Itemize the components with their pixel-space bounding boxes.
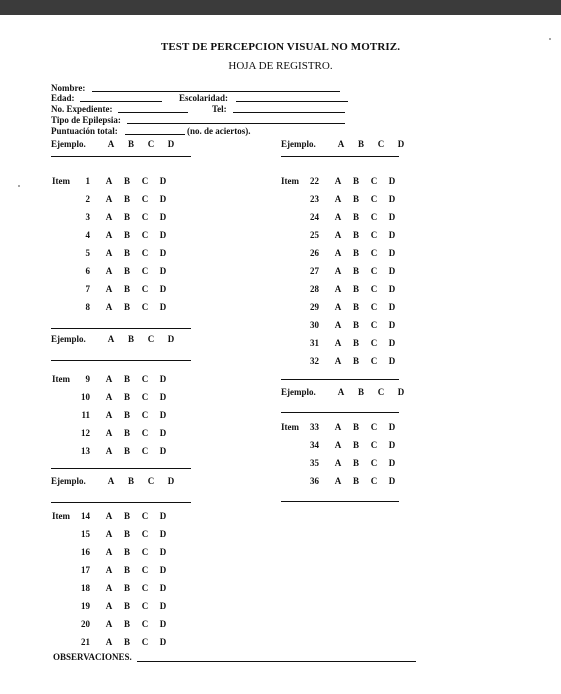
option-c[interactable]: C (370, 194, 378, 204)
field-label-puntuacion: Puntuación total: (51, 126, 118, 136)
option-b[interactable]: B (352, 176, 359, 186)
option-d[interactable]: D (388, 266, 396, 276)
item-row-7 (52, 280, 172, 298)
option-d[interactable]: D (388, 230, 396, 240)
option-b[interactable]: B (123, 392, 130, 402)
option-a[interactable]: A (337, 139, 345, 149)
option-d[interactable]: D (159, 511, 167, 521)
option-c[interactable]: C (141, 176, 149, 186)
option-d[interactable]: D (159, 410, 167, 420)
field-escolaridad-line[interactable] (236, 101, 348, 102)
separator (281, 156, 399, 157)
field-label-tel: Tel: (212, 104, 227, 114)
item-number: 33 (310, 422, 319, 432)
option-a[interactable]: A (334, 194, 342, 204)
option-a[interactable]: A (105, 284, 113, 294)
option-a[interactable]: A (334, 422, 342, 432)
option-b[interactable]: B (123, 212, 130, 222)
option-a[interactable]: A (105, 583, 113, 593)
option-b[interactable]: B (352, 194, 359, 204)
option-b[interactable]: B (127, 139, 134, 149)
example-label: Ejemplo. (51, 334, 86, 344)
option-d[interactable]: D (397, 387, 405, 397)
item-prefix: Item (281, 422, 299, 432)
item-row-22 (281, 172, 401, 190)
option-b[interactable]: B (123, 547, 130, 557)
item-number: 10 (81, 392, 90, 402)
option-d[interactable]: D (388, 248, 396, 258)
option-c[interactable]: C (147, 476, 155, 486)
item-number: 18 (81, 583, 90, 593)
option-a[interactable]: A (105, 511, 113, 521)
item-row-24 (281, 208, 401, 226)
option-c[interactable]: C (141, 619, 149, 629)
option-c[interactable]: C (141, 529, 149, 539)
option-c[interactable]: C (141, 392, 149, 402)
scan-speck (18, 185, 20, 187)
option-a[interactable]: A (105, 619, 113, 629)
option-d[interactable]: D (388, 458, 396, 468)
observaciones-line[interactable] (137, 661, 416, 662)
item-number: 15 (81, 529, 90, 539)
item-row-8 (52, 298, 172, 316)
option-b[interactable]: B (123, 248, 130, 258)
option-a[interactable]: A (334, 338, 342, 348)
item-row-34 (281, 436, 401, 454)
option-c[interactable]: C (370, 476, 378, 486)
option-c[interactable]: C (141, 428, 149, 438)
option-c[interactable]: C (141, 248, 149, 258)
option-b[interactable]: B (352, 440, 359, 450)
item-row-29 (281, 298, 401, 316)
option-d[interactable]: D (167, 476, 175, 486)
item-number: 14 (81, 511, 90, 521)
option-a[interactable]: A (105, 248, 113, 258)
option-c[interactable]: C (370, 422, 378, 432)
option-a[interactable]: A (105, 565, 113, 575)
item-row-14 (52, 507, 172, 525)
option-d[interactable]: D (388, 422, 396, 432)
example-row-4 (281, 138, 411, 150)
option-c[interactable]: C (141, 511, 149, 521)
example-row-2 (51, 333, 181, 345)
option-a[interactable]: A (107, 476, 115, 486)
item-number: 12 (81, 428, 90, 438)
option-d[interactable]: D (388, 176, 396, 186)
item-prefix: Item (281, 176, 299, 186)
option-c[interactable]: C (377, 387, 385, 397)
item-row-15 (52, 525, 172, 543)
option-a[interactable]: A (334, 356, 342, 366)
option-a[interactable]: A (337, 387, 345, 397)
registration-sheet (0, 15, 561, 694)
field-epilepsia-line[interactable] (127, 123, 345, 124)
item-number: 26 (310, 248, 319, 258)
field-label-edad: Edad: (51, 93, 75, 103)
option-d[interactable]: D (159, 284, 167, 294)
item-row-20 (52, 615, 172, 633)
example-row-5 (281, 386, 411, 398)
item-row-6 (52, 262, 172, 280)
item-number: 24 (310, 212, 319, 222)
item-row-23 (281, 190, 401, 208)
option-c[interactable]: C (141, 212, 149, 222)
item-row-4 (52, 226, 172, 244)
field-label-nombre: Nombre: (51, 83, 86, 93)
option-d[interactable]: D (388, 284, 396, 294)
option-c[interactable]: C (141, 446, 149, 456)
separator (51, 360, 191, 361)
option-d[interactable]: D (159, 302, 167, 312)
item-number: 31 (310, 338, 319, 348)
item-number: 17 (81, 565, 90, 575)
separator (51, 328, 191, 329)
option-b[interactable]: B (123, 529, 130, 539)
item-number: 9 (85, 374, 90, 384)
item-row-35 (281, 454, 401, 472)
item-number: 19 (81, 601, 90, 611)
example-row-3 (51, 475, 181, 487)
field-puntuacion-line[interactable] (125, 134, 185, 135)
field-tel-line[interactable] (233, 112, 345, 113)
option-c[interactable]: C (370, 248, 378, 258)
option-d[interactable]: D (159, 565, 167, 575)
item-number: 36 (310, 476, 319, 486)
separator (51, 156, 191, 157)
option-a[interactable]: A (105, 392, 113, 402)
option-a[interactable]: A (105, 212, 113, 222)
item-number: 22 (310, 176, 319, 186)
field-label-epilepsia: Tipo de Epilepsia: (51, 115, 121, 125)
option-c[interactable]: C (147, 139, 155, 149)
item-number: 4 (85, 230, 90, 240)
option-c[interactable]: C (370, 284, 378, 294)
option-c[interactable]: C (370, 458, 378, 468)
option-b[interactable]: B (123, 511, 130, 521)
option-c[interactable]: C (141, 565, 149, 575)
option-c[interactable]: C (141, 302, 149, 312)
option-a[interactable]: A (105, 529, 113, 539)
option-b[interactable]: B (352, 230, 359, 240)
option-a[interactable]: A (105, 176, 113, 186)
separator (281, 501, 399, 502)
option-c[interactable]: C (141, 266, 149, 276)
option-d[interactable]: D (388, 476, 396, 486)
option-c[interactable]: C (141, 284, 149, 294)
option-a[interactable]: A (334, 284, 342, 294)
item-row-2 (52, 190, 172, 208)
item-row-10 (52, 388, 172, 406)
option-d[interactable]: D (388, 440, 396, 450)
option-d[interactable]: D (159, 266, 167, 276)
separator (51, 468, 191, 469)
option-d[interactable]: D (159, 176, 167, 186)
option-a[interactable]: A (334, 266, 342, 276)
item-row-3 (52, 208, 172, 226)
item-prefix: Item (52, 176, 70, 186)
option-c[interactable]: C (141, 601, 149, 611)
item-number: 8 (85, 302, 90, 312)
example-label: Ejemplo. (281, 387, 316, 397)
item-row-16 (52, 543, 172, 561)
option-d[interactable]: D (159, 619, 167, 629)
option-d[interactable]: D (167, 139, 175, 149)
item-number: 6 (85, 266, 90, 276)
item-number: 1 (85, 176, 90, 186)
option-c[interactable]: C (141, 374, 149, 384)
option-b[interactable]: B (352, 476, 359, 486)
option-a[interactable]: A (334, 230, 342, 240)
option-d[interactable]: D (388, 302, 396, 312)
option-a[interactable]: A (105, 637, 113, 647)
option-b[interactable]: B (123, 302, 130, 312)
option-b[interactable]: B (127, 334, 134, 344)
item-number: 2 (85, 194, 90, 204)
option-a[interactable]: A (105, 230, 113, 240)
field-label-escolaridad: Escolaridad: (179, 93, 229, 103)
option-c[interactable]: C (141, 230, 149, 240)
item-row-13 (52, 442, 172, 460)
example-label: Ejemplo. (281, 139, 316, 149)
option-b[interactable]: B (352, 458, 359, 468)
item-number: 5 (85, 248, 90, 258)
item-row-19 (52, 597, 172, 615)
separator (281, 412, 399, 413)
item-row-9 (52, 370, 172, 388)
item-row-28 (281, 280, 401, 298)
option-d[interactable]: D (388, 320, 396, 330)
option-d[interactable]: D (159, 547, 167, 557)
option-a[interactable]: A (105, 446, 113, 456)
item-row-21 (52, 633, 172, 651)
option-d[interactable]: D (159, 637, 167, 647)
example-label: Ejemplo. (51, 476, 86, 486)
option-a[interactable]: A (105, 302, 113, 312)
separator (281, 379, 399, 380)
option-a[interactable]: A (334, 176, 342, 186)
option-c[interactable]: C (370, 266, 378, 276)
option-b[interactable]: B (123, 619, 130, 629)
option-b[interactable]: B (352, 356, 359, 366)
option-a[interactable]: A (105, 266, 113, 276)
separator (51, 502, 191, 503)
item-row-5 (52, 244, 172, 262)
option-c[interactable]: C (370, 176, 378, 186)
option-c[interactable]: C (141, 194, 149, 204)
option-d[interactable]: D (167, 334, 175, 344)
field-label-expediente: No. Expediente: (51, 104, 113, 114)
option-b[interactable]: B (352, 212, 359, 222)
option-a[interactable]: A (334, 212, 342, 222)
option-b[interactable]: B (352, 320, 359, 330)
option-b[interactable]: B (123, 194, 130, 204)
option-d[interactable]: D (159, 601, 167, 611)
option-a[interactable]: A (334, 320, 342, 330)
item-number: 29 (310, 302, 319, 312)
option-d[interactable]: D (159, 428, 167, 438)
item-number: 16 (81, 547, 90, 557)
item-row-17 (52, 561, 172, 579)
example-label: Ejemplo. (51, 139, 86, 149)
item-row-36 (281, 472, 401, 490)
item-row-33 (281, 418, 401, 436)
option-d[interactable]: D (159, 194, 167, 204)
item-row-31 (281, 334, 401, 352)
item-number: 27 (310, 266, 319, 276)
option-c[interactable]: C (141, 583, 149, 593)
option-b[interactable]: B (123, 446, 130, 456)
item-number: 25 (310, 230, 319, 240)
option-c[interactable]: C (370, 440, 378, 450)
option-b[interactable]: B (357, 139, 364, 149)
option-c[interactable]: C (370, 302, 378, 312)
item-prefix: Item (52, 511, 70, 521)
option-a[interactable]: A (334, 476, 342, 486)
option-c[interactable]: C (370, 230, 378, 240)
item-number: 23 (310, 194, 319, 204)
option-b[interactable]: B (123, 266, 130, 276)
option-a[interactable]: A (334, 440, 342, 450)
option-c[interactable]: C (147, 334, 155, 344)
option-b[interactable]: B (123, 428, 130, 438)
item-row-32 (281, 352, 401, 370)
scan-speck (549, 38, 551, 40)
option-a[interactable]: A (334, 248, 342, 258)
field-edad-line[interactable] (80, 101, 162, 102)
option-b[interactable]: B (357, 387, 364, 397)
option-b[interactable]: B (123, 230, 130, 240)
option-a[interactable]: A (105, 374, 113, 384)
option-d[interactable]: D (159, 248, 167, 258)
option-d[interactable]: D (388, 356, 396, 366)
option-b[interactable]: B (352, 338, 359, 348)
option-b[interactable]: B (123, 583, 130, 593)
option-a[interactable]: A (105, 194, 113, 204)
option-a[interactable]: A (105, 428, 113, 438)
page-subtitle: HOJA DE REGISTRO. (228, 60, 333, 72)
option-a[interactable]: A (334, 458, 342, 468)
option-b[interactable]: B (123, 284, 130, 294)
option-b[interactable]: B (123, 565, 130, 575)
option-b[interactable]: B (352, 422, 359, 432)
option-b[interactable]: B (123, 410, 130, 420)
option-b[interactable]: B (123, 637, 130, 647)
item-row-12 (52, 424, 172, 442)
item-number: 34 (310, 440, 319, 450)
option-c[interactable]: C (370, 338, 378, 348)
option-d[interactable]: D (388, 338, 396, 348)
page-title: TEST DE PERCEPCION VISUAL NO MOTRIZ. (160, 41, 401, 53)
option-a[interactable]: A (107, 334, 115, 344)
item-number: 3 (85, 212, 90, 222)
option-d[interactable]: D (159, 374, 167, 384)
item-row-1 (52, 172, 172, 190)
example-row-1 (51, 138, 181, 150)
option-c[interactable]: C (141, 637, 149, 647)
option-a[interactable]: A (105, 547, 113, 557)
item-number: 7 (85, 284, 90, 294)
option-a[interactable]: A (334, 302, 342, 312)
item-number: 35 (310, 458, 319, 468)
option-d[interactable]: D (397, 139, 405, 149)
option-d[interactable]: D (159, 446, 167, 456)
option-d[interactable]: D (159, 529, 167, 539)
item-row-27 (281, 262, 401, 280)
item-number: 32 (310, 356, 319, 366)
option-b[interactable]: B (123, 601, 130, 611)
option-d[interactable]: D (388, 194, 396, 204)
field-aciertos-note: (no. de aciertos). (187, 126, 251, 136)
window-top-bar (0, 0, 561, 15)
item-row-11 (52, 406, 172, 424)
option-b[interactable]: B (352, 284, 359, 294)
option-c[interactable]: C (370, 356, 378, 366)
item-number: 11 (81, 410, 90, 420)
option-b[interactable]: B (127, 476, 134, 486)
item-row-25 (281, 226, 401, 244)
option-d[interactable]: D (159, 392, 167, 402)
option-b[interactable]: B (123, 176, 130, 186)
item-number: 13 (81, 446, 90, 456)
option-d[interactable]: D (159, 583, 167, 593)
option-b[interactable]: B (352, 266, 359, 276)
field-nombre-line[interactable] (92, 91, 340, 92)
item-row-26 (281, 244, 401, 262)
option-b[interactable]: B (123, 374, 130, 384)
item-number: 20 (81, 619, 90, 629)
option-a[interactable]: A (105, 410, 113, 420)
option-d[interactable]: D (388, 212, 396, 222)
item-number: 28 (310, 284, 319, 294)
option-a[interactable]: A (105, 601, 113, 611)
option-c[interactable]: C (377, 139, 385, 149)
item-row-30 (281, 316, 401, 334)
item-row-18 (52, 579, 172, 597)
option-b[interactable]: B (352, 302, 359, 312)
option-c[interactable]: C (141, 410, 149, 420)
item-number: 21 (81, 637, 90, 647)
item-prefix: Item (52, 374, 70, 384)
option-d[interactable]: D (159, 212, 167, 222)
option-c[interactable]: C (370, 320, 378, 330)
item-number: 30 (310, 320, 319, 330)
option-c[interactable]: C (141, 547, 149, 557)
field-expediente-line[interactable] (118, 112, 188, 113)
option-b[interactable]: B (352, 248, 359, 258)
observaciones-label: OBSERVACIONES. (53, 652, 132, 662)
option-c[interactable]: C (370, 212, 378, 222)
option-d[interactable]: D (159, 230, 167, 240)
option-a[interactable]: A (107, 139, 115, 149)
